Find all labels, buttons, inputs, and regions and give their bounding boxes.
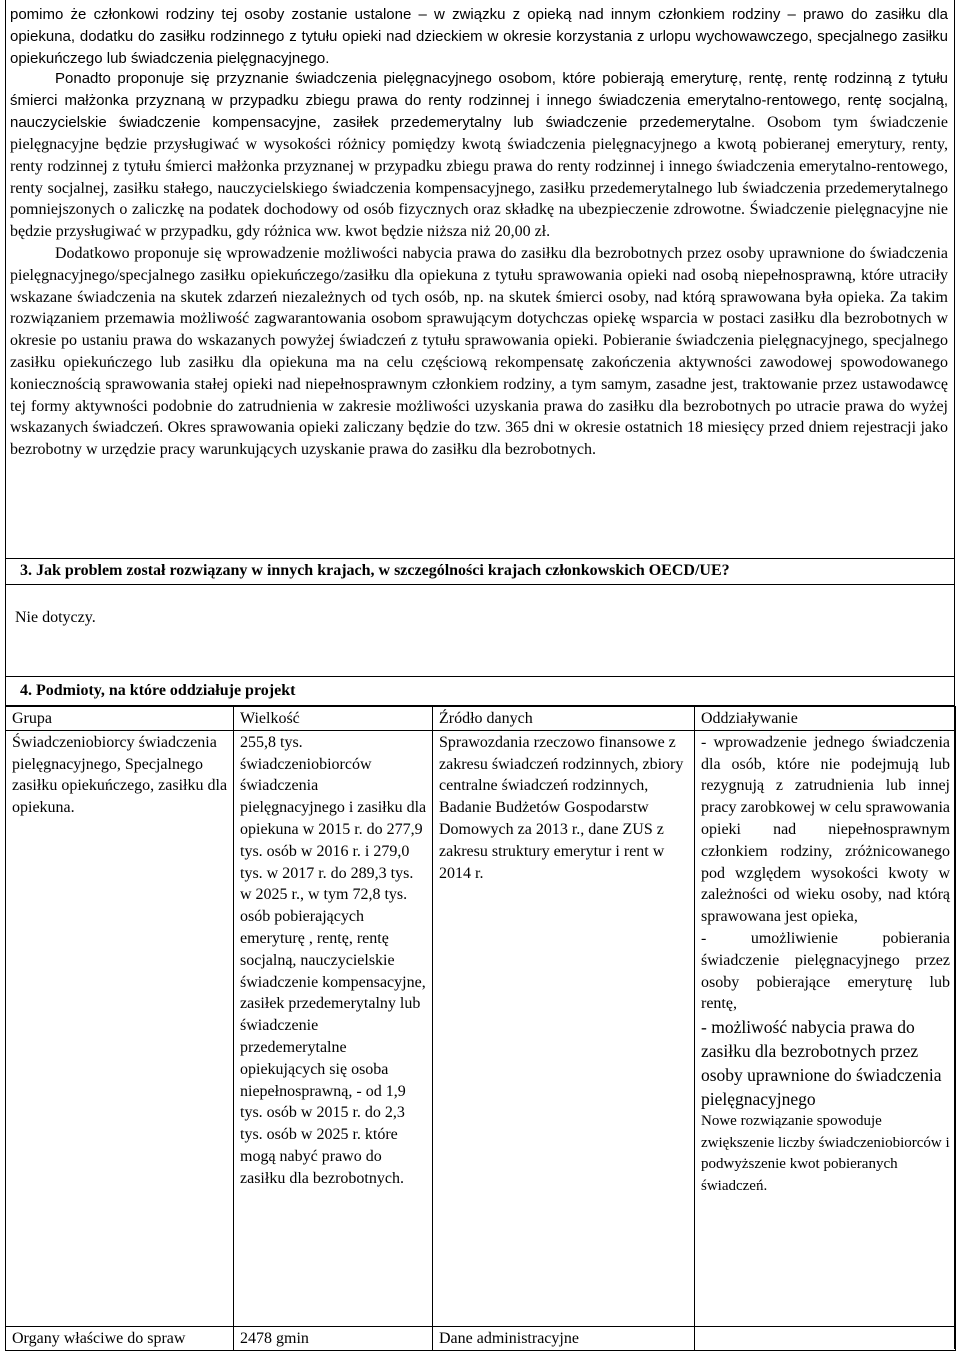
continuation-paragraph: pomimo że członkowi rodziny tej osoby zostanie ustalone – w związku z opieką nad innym członkiem rodziny – prawo do zasiłku dla opiekuna, dodatku do zasiłku rodzinnego z tytułu opieki nad dzieckiem w okresie korzystania z urlopu wychowawczego, specjalnego zasiłku opiekuńczego lub świadczenia pielęgnacyjnego. — [10, 6, 948, 67]
paragraph-unemployment-benefit: Dodatkowo proponuje się wprowadzenie możliwości nabycia prawa do zasiłku dla bezrobotnych przez osoby uprawnione do świadczenia pielęgnacyjnego/specjalnego zasiłku opiekuńczego/zasiłku dla opiekuna z tytułu sprawowania opieki nad osobą niepełnosprawną, które utraciły wskazane świadczenia na skutek zdarzeń niezależnych od tych osób, np. na skutek śmierci osoby, nad którą sprawowana była opieka. Za takim rozwiązaniem przemawia możliwość zagwarantowania osobom sprawującym dotychczas opiekę wsparcia w postaci zasiłku dla bezrobotnych w okresie po ustaniu prawa do wskazanych powyżej świadczeń z tytułu sprawowania opieki. Pobieranie świadczenia pielęgnacyjnego, specjalnego zasiłku opiekuńczego lub zasiłku dla opiekuna ma na celu częściową rekompensatę zakończenia aktywności zawodowej spowodowanego koniecznością sprawowania stałej opieki nad niepełnosprawnym członkiem rodziny, a tym samym, zasadne jest, traktowanie przez ustawodawcę tej formy aktywności podobnie do zatrudnienia w zakresie możliwości uzyskania prawa do zasiłku dla bezrobotnych po utracie prawa do wyżej wskazanych świadczeń. Okres sprawowania opieki zaliczany będzie do tzw. 365 dni w okresie ostatnich 18 miesięcy przed dniem rejestracji jako bezrobotny w urzędzie pracy warunkujących uzyskanie prawa do zasiłku dla bezrobotnych. — [10, 244, 948, 459]
column-header-group: Grupa — [6, 707, 234, 731]
size-cell: 2478 gmin — [234, 1326, 433, 1350]
section-4-heading-row — [5, 676, 955, 706]
group-cell: Świadczeniobiorcy świadczenia pielęgnacyjnego, Specjalnego zasiłku opiekuńczego, zasiłku dla opiekuna. — [6, 730, 234, 1326]
paragraph-pension-recipients — [10, 68, 948, 243]
table-row — [6, 730, 956, 1326]
section-3-heading: 3. Jak problem został rozwiązany w innych krajach, w szczególności krajach członkowskich OECD/UE? — [20, 562, 730, 579]
intro-continuation — [10, 4, 948, 70]
table-row — [6, 1326, 956, 1350]
group-cell: Organy właściwe do spraw — [6, 1326, 234, 1350]
impact-item-pension-recipients: - umożliwienie pobierania świadczenie pielęgnacyjnego przez osoby pobierające emeryturę lub rentę, — [701, 929, 950, 1013]
paragraph-pension-recipients-sans: Ponadto proponuje się przyznanie świadczenia pielęgnacyjnego osobom, które pobierają emeryturę, rentę, rentę rodzinną z tytułu śmierci małżonka przyznaną w przypadku zbiegu prawa do renty rodzinnej i innego świadczenia emerytalno-rentowego, rentę socjalną, nauczycielskie świadczenie kompensacyjne, zasiłek przedemerytalny lub świadczenie przedemerytalne. — [10, 70, 948, 131]
impact-item-single-benefit: - wprowadzenie jednego świadczenia dla osób, które nie podejmują lub rezygnują z zatrudnienia lub innej pracy zarobkowej w celu sprawowania opieki nad niepełnosprawnym członkiem rodziny, zróżnicowanego pod względem wysokości kwoty w zależności od wieku osoby, nad którą sprawowana jest opieka, — [701, 733, 950, 926]
impact-item-unemployment: - możliwość nabycia prawa do zasiłku dla bezrobotnych przez osoby uprawnione do świadczenia pielęgnacyjnego — [701, 1017, 942, 1110]
stakeholders-table — [5, 706, 956, 1351]
section-4-heading: 4. Podmioty, na które oddziałuje projekt — [20, 682, 296, 699]
intro-paragraphs — [10, 68, 948, 461]
impact-item-summary: Nowe rozwiązanie spowoduje zwiększenie liczby świadczeniobiorców i podwyższenie kwot pobieranych świadczeń. — [701, 1113, 950, 1194]
size-cell: 255,8 tys. świadczeniobiorców świadczenia pielęgnacyjnego i zasiłku dla opiekuna w 2015 r. do 277,9 tys. osób w 2016 r. i 279,0 tys. w 2017 r. do 289,3 tys. w 2025 r., w tym 72,8 tys. osób pobierających emeryturę , rentę, rentę socjalną, nauczycielskie świadczenie kompensacyjne, zasiłek przedemerytalny lub świadczenie przedemerytalne opiekujących się osoba niepełnosprawną, - od 1,9 tys. osób w 2015 r. do 2,3 tys. osób w 2025 r. które mogą nabyć prawo do zasiłku dla bezrobotnych. — [234, 730, 433, 1326]
section-3-heading-row — [5, 558, 955, 585]
section-3-answer: Nie dotyczy. — [15, 609, 96, 626]
source-cell: Sprawozdania rzeczowo finansowe z zakresu świadczeń rodzinnych, zbiory centralne świadczeń rodzinnych, Badanie Budżetów Gospodarstw Domowych za 2013 r., dane ZUS z zakresu struktury emerytur i rent w 2014 r. — [433, 730, 695, 1326]
table-header-row — [6, 707, 956, 731]
source-cell: Dane administracyjne — [433, 1326, 695, 1350]
impact-cell — [695, 730, 956, 1326]
column-header-impact: Oddziaływanie — [695, 707, 956, 731]
impact-cell — [695, 1326, 956, 1350]
column-header-source: Źródło danych — [433, 707, 695, 731]
column-header-size: Wielkość — [234, 707, 433, 731]
paragraph-pension-recipients-serif: Osobom tym świadczenie pielęgnacyjne będzie przysługiwać w wysokości różnicy pomiędzy kwotą świadczenia pielęgnacyjnego a kwotą pobieranej emerytury, renty, renty rodzinnej z tytułu śmierci małżonka przyznanej w przypadku zbiegu prawa do renty rodzinnej i innego świadczenia emerytalno-rentowego, renty socjalnej, zasiłku stałego, nauczycielskiego świadczenia kompensacyjnego, zasiłku przedemerytalnego lub świadczenia przedemerytalnego pomniejszonych o zaliczkę na podatek dochodowy od osób fizycznych oraz składkę na ubezpieczenie zdrowotne. Świadczenie pielęgnacyjne nie będzie przysługiwać w przypadku, gdy różnica ww. kwot będzie niższa niż 20,00 zł. — [10, 114, 948, 241]
